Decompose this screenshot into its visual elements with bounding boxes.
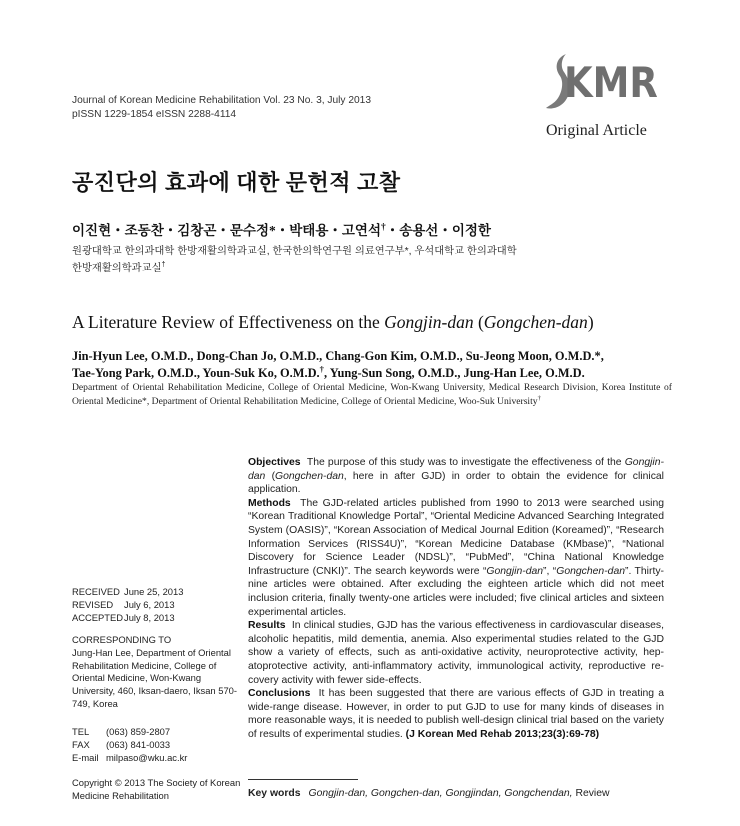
contact-label: TEL xyxy=(72,726,90,737)
contact-email-value: milpaso@wku.ac.kr xyxy=(106,752,188,763)
korean-affiliation-line2-text: 한방재활의학과교실 xyxy=(72,263,162,274)
objectives-text-post: , here in after GJD) in order to obtain the evidence for clinical application. xyxy=(248,470,664,496)
contact-info xyxy=(72,725,187,764)
english-authors xyxy=(72,348,672,382)
conclusions-label: Conclusions xyxy=(248,688,311,700)
journal-header xyxy=(72,94,371,122)
corresponding-heading: CORRESPONDING TO xyxy=(72,634,172,645)
methods-text-mid: ”, “ xyxy=(543,565,557,577)
english-affiliation-text: Department of Oriental Rehabilitation Medicine, College of Oriental Medicine, Won-Kwang University, Medical Research Division, Korea Institute of Oriental Medicine*, Department of Oriental Rehabilitation Medicine, College of Oriental Medicine, Woo-Suk University xyxy=(72,382,672,407)
english-title-gongjin: Gongjin-dan xyxy=(384,312,474,332)
english-authors-line2a: Tae-Yong Park, O.M.D., Youn-Suk Ko, O.M.D. xyxy=(72,366,320,380)
contact-fax xyxy=(72,738,187,751)
contact-label: E-mail xyxy=(72,752,99,763)
korean-authors-dagger: † xyxy=(381,222,386,233)
keywords-items: Gongjin-dan, Gongchen-dan, Gongjindan, Gongchendan, xyxy=(308,788,573,799)
conclusions-text: It has been suggested that there are various effects of GJD in treating a wide-range disease. However, in order to put GJD to use for many kinds of diseases in more reasonable ways, it is needed to publish well-design clinical trial based on the variety of results of experimental studies. xyxy=(248,688,665,740)
date-accepted xyxy=(72,611,183,624)
english-authors-line2 xyxy=(72,365,672,382)
copyright: Copyright © 2013 The Society of Korean Medicine Rehabilitation xyxy=(72,777,241,801)
logo-text: KMR xyxy=(564,58,658,107)
keywords-label: Key words xyxy=(248,788,301,799)
english-authors-dagger: † xyxy=(319,363,324,374)
results-label: Results xyxy=(248,620,286,632)
contact-tel xyxy=(72,725,187,738)
korean-title: 공진단의 효과에 대한 문헌적 고찰 xyxy=(72,170,401,195)
contact-label: FAX xyxy=(72,739,90,750)
date-received xyxy=(72,585,183,598)
date-revised xyxy=(72,598,183,611)
objectives-text-pre: The purpose of this study was to investigate the effectiveness of the xyxy=(306,457,625,468)
english-affiliation xyxy=(72,381,672,409)
objectives-label: Objectives xyxy=(248,457,301,468)
korean-authors-main: 이진현・조동찬・김창곤・문수정*・박태용・고연석 xyxy=(72,223,381,238)
objectives-gongjin: Gongjin-dan xyxy=(248,457,664,482)
abstract-conclusions xyxy=(248,687,664,741)
abstract-results xyxy=(248,619,664,687)
korean-authors-rest: ・송용선・이정한 xyxy=(385,223,491,238)
objectives-gongchen: Gongchen-dan xyxy=(275,470,344,482)
citation: (J Korean Med Rehab 2013;23(3):69-78) xyxy=(405,728,600,740)
abstract-objectives xyxy=(248,456,664,497)
contact-email xyxy=(72,751,187,764)
keywords xyxy=(248,788,610,799)
date-value: June 25, 2013 xyxy=(124,586,184,597)
methods-gongchen: Gongchen-dan xyxy=(556,565,625,577)
english-authors-line1: Jin-Hyun Lee, O.M.D., Dong-Chan Jo, O.M.D., Chang-Gon Kim, O.M.D., Su-Jeong Moon, O.M.D.*, xyxy=(72,349,604,363)
methods-label: Methods xyxy=(248,497,291,509)
methods-text-pre: The GJD-related articles published from 1990 to 2013 were searched using “Korean Traditional Knowledge Portal”, “Oriental Medicine Advanced Searching Integrated System (OASIS)”, “Korean Association of Medical Journal Edition (Koreamed)”, “Research Information Services (RISS4U)”, “Korean Medicine Database (KMbase)”, “National Discovery for Science Leader (NDSL)”, “PubMed”, “China National Knowledge Infrastructure (CNKI)”. The search keywords were “ xyxy=(248,497,665,577)
abstract xyxy=(248,456,664,741)
objectives-text-mid: ( xyxy=(265,470,276,482)
date-label: RECEIVED xyxy=(72,586,120,597)
corresponding-author xyxy=(72,634,237,711)
english-title-prefix: A Literature Review of Effectiveness on the xyxy=(72,312,385,332)
abstract-methods xyxy=(248,497,664,619)
english-title-gongchen: Gongchen-dan xyxy=(483,312,588,332)
date-value: July 8, 2013 xyxy=(124,612,175,623)
english-affiliation-dagger: † xyxy=(537,394,541,402)
article-dates xyxy=(72,585,183,624)
article-type: Original Article xyxy=(546,122,647,139)
english-title-paren-close: ) xyxy=(587,312,594,332)
keywords-last: Review xyxy=(572,788,610,799)
date-label: ACCEPTED xyxy=(72,612,124,623)
korean-affiliation-line2 xyxy=(72,260,652,277)
keywords-divider xyxy=(248,779,358,780)
methods-text-post: ”. Thirty-nine articles were obtained. After excluding the eighteen article which did not meet inclusion criteria, finally twenty-one articles were included; five clinical articles and sixteen experimental articles. xyxy=(248,565,664,618)
journal-issn-line: pISSN 1229-1854 eISSN 2288-4114 xyxy=(72,109,237,120)
korean-affiliation-dagger: † xyxy=(161,259,166,269)
korean-affiliation xyxy=(72,243,652,277)
methods-gongjin: Gongjin-dan xyxy=(486,565,544,577)
results-text: In clinical studies, GJD has the various effectiveness in cardiovascular diseases, alcoholic hepatitis, mild dementia, anemia. Also experimental studies related to the GJD show a variety of effects, such as anti-oxidative activity, neuroprotective activity, hep-atoprotective activity, anti-inflammatory activity, immunological activity, reproductive re-covery activity with fewer side-effects. xyxy=(248,620,665,686)
contact-value: (063) 859-2807 xyxy=(106,726,171,737)
english-title-paren-open: ( xyxy=(473,312,484,332)
english-authors-line2b: , Yung-Sun Song, O.M.D., Jung-Han Lee, O.M.D. xyxy=(323,366,585,380)
date-label: REVISED xyxy=(72,599,114,610)
contact-value: (063) 841-0033 xyxy=(106,739,171,750)
date-value: July 6, 2013 xyxy=(124,599,175,610)
korean-affiliation-line1: 원광대학교 한의과대학 한방재활의학과교실, 한국한의학연구원 의료연구부*, 우석대학교 한의과대학 xyxy=(72,246,517,257)
corresponding-address: Jung-Han Lee, Department of Oriental Rehabilitation Medicine, College of Oriental Medicine, Won-Kwang University, 460, Iksan-daero, Iksan 570-749, Korea xyxy=(72,646,238,709)
korean-authors xyxy=(72,219,491,239)
english-title xyxy=(72,312,594,333)
journal-citation-line: Journal of Korean Medicine Rehabilitation Vol. 23 No. 3, July 2013 xyxy=(72,95,372,106)
jkmr-logo xyxy=(546,52,668,114)
